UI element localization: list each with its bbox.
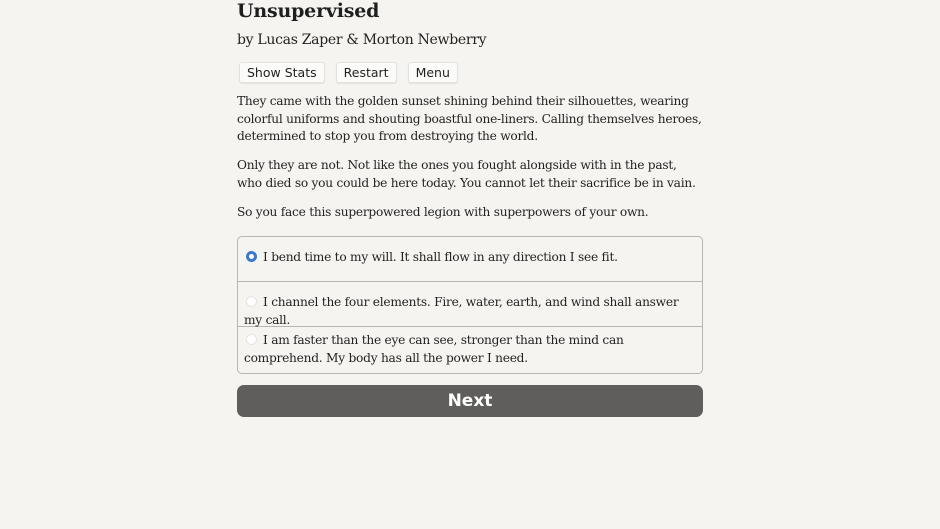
radio-unselected-icon[interactable] (246, 296, 257, 307)
radio-selected-icon[interactable] (246, 251, 257, 262)
byline: by Lucas Zaper & Morton Newberry (237, 32, 487, 48)
choice-option[interactable] (238, 326, 702, 373)
choice-label: I am faster than the eye can see, stronger than the mind can comprehend. My body has all the power I need. (244, 333, 624, 365)
story-paragraph: They came with the golden sunset shining behind their silhouettes, wearing colorful uniforms and shouting boastful one-liners. Calling themselves heroes, determined to stop you from destroying the world. (237, 94, 702, 144)
choice-list (237, 236, 703, 374)
story-paragraph: Only they are not. Not like the ones you fought alongside with in the past, who died so you could be here today. You cannot let their sacrifice be in vain. (237, 158, 696, 190)
restart-button[interactable]: Restart (336, 62, 397, 83)
choice-option[interactable] (238, 237, 702, 281)
choice-label: I bend time to my will. It shall flow in any direction I see fit. (263, 250, 618, 264)
choice-label: I channel the four elements. Fire, water, earth, and wind shall answer my call. (244, 295, 679, 327)
show-stats-button[interactable]: Show Stats (239, 62, 325, 83)
menu-button[interactable]: Menu (408, 62, 458, 83)
choice-option[interactable] (238, 281, 702, 326)
story-paragraph: So you face this superpowered legion with superpowers of your own. (237, 204, 649, 219)
next-button[interactable]: Next (237, 385, 703, 417)
toolbar (239, 62, 458, 83)
game-title: Unsupervised (237, 0, 380, 22)
story-text (237, 93, 703, 232)
radio-unselected-icon[interactable] (246, 334, 257, 345)
